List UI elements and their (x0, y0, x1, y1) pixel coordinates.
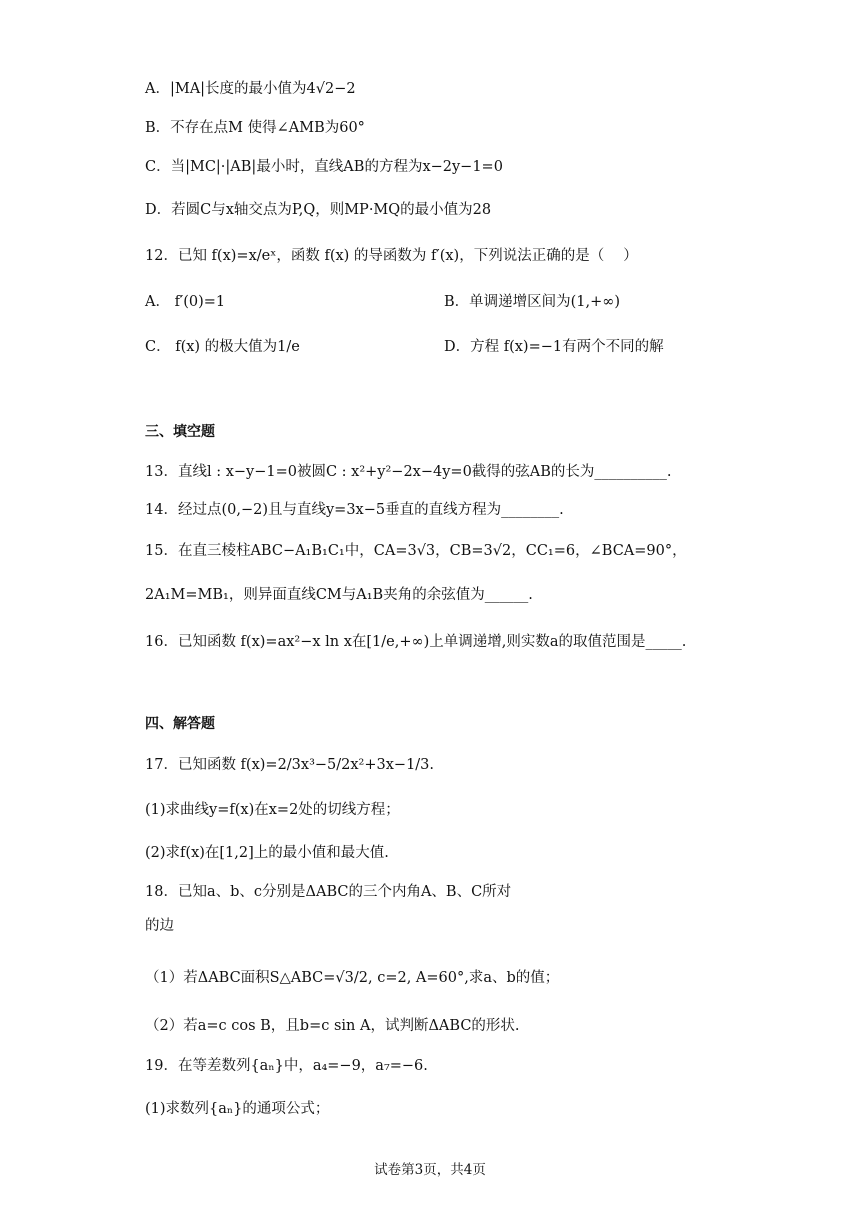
question-17-part2: (2)求f(x)在[1,2]上的最小值和最大值. (145, 845, 389, 861)
question-19-part1: (1)求数列{aₙ}的通项公式； (145, 1101, 330, 1117)
question-17-stem: 17．已知函数 f(x)=2/3x³−5/2x²+3x−1/3. (145, 757, 435, 773)
option-11c: C．当|MC|·|AB|最小时，直线AB的方程为x−2y−1=0 (145, 159, 503, 175)
page-footer: 试卷第3页，共4页 (374, 1162, 486, 1178)
option-11d: D．若圆C与x轴交点为P,Q，则MP·MQ的最小值为28 (145, 202, 492, 218)
option-12a: A． f′(0)=1 (145, 294, 226, 310)
question-18-part2: （2）若a=c cos B，且b=c sin A，试判断ΔABC的形状. (145, 1018, 520, 1034)
option-12d: D．方程 f(x)=−1有两个不同的解 (444, 339, 664, 355)
question-13: 13．直线l : x−y−1=0被圆C : x²+y²−2x−4y=0截得的弦AB的长为__________. (145, 464, 672, 480)
question-18-part1: （1）若ΔABC面积S△ABC=√3/2, c=2, A=60°,求a、b的值； (145, 970, 560, 986)
question-15-line2: 2A₁M=MB₁，则异面直线CM与A₁B夹角的余弦值为______. (145, 587, 533, 603)
question-16: 16．已知函数 f(x)=ax²−x ln x在[1/e,+∞)上单调递增,则实数a的取值范围是_____. (145, 634, 687, 650)
question-19-stem: 19．在等差数列{aₙ}中，a₄=−9，a₇=−6. (145, 1058, 428, 1074)
question-18-stem-line2: 的边 (145, 918, 174, 934)
option-11a: A．|MA|长度的最小值为4√2−2 (145, 81, 356, 97)
section-3-heading: 三、填空题 (145, 424, 215, 440)
option-12c: C． f(x) 的极大值为1/e (145, 339, 300, 355)
question-18-stem-line1: 18．已知a、b、c分别是ΔABC的三个内角A、B、C所对 (145, 884, 512, 900)
question-15-line1: 15．在直三棱柱ABC−A₁B₁C₁中，CA=3√3，CB=3√2，CC₁=6，∠BCA=90°， (145, 543, 687, 559)
option-12b: B．单调递增区间为(1,+∞) (444, 294, 621, 310)
question-14: 14．经过点(0,−2)且与直线y=3x−5垂直的直线方程为________. (145, 502, 564, 518)
question-17-part1: (1)求曲线y=f(x)在x=2处的切线方程； (145, 802, 400, 818)
section-4-heading: 四、解答题 (145, 716, 215, 732)
option-11b: B．不存在点M 使得∠AMB为60° (145, 120, 365, 136)
question-12-stem: 12．已知 f(x)=x/eˣ，函数 f(x) 的导函数为 f′(x)，下列说法正确的是（ ） (145, 248, 638, 264)
